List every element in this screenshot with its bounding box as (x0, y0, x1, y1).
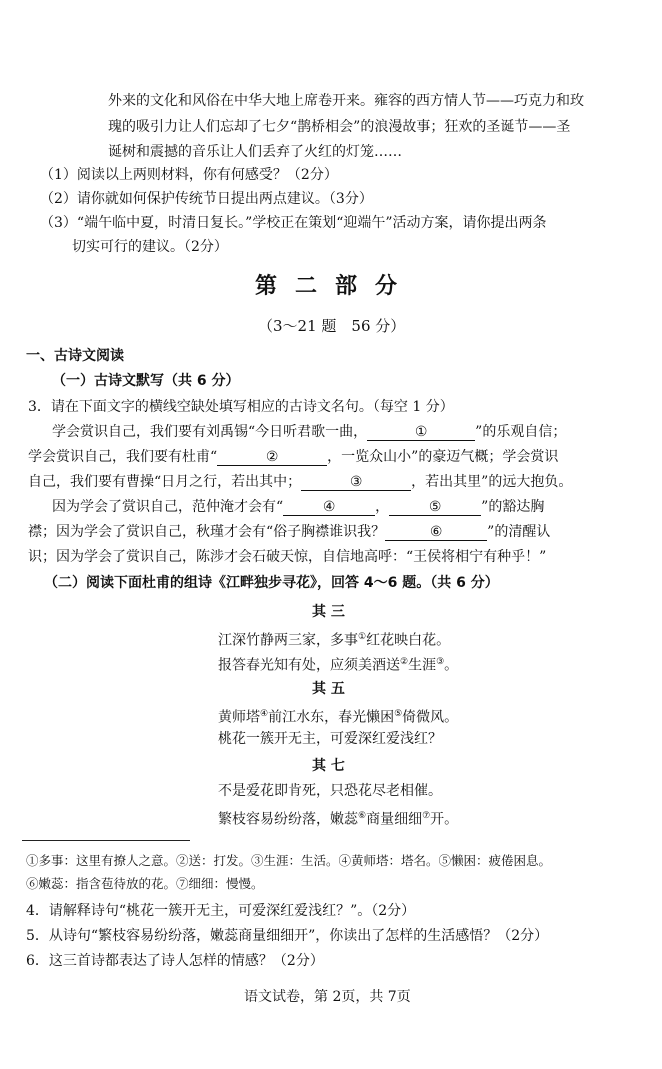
section-heading: 一、古诗文阅读 (26, 348, 124, 364)
footnote-marker: ④ (260, 709, 269, 719)
blank-3: ③ (301, 473, 411, 491)
material-line-1: 外来的文化和风俗在中华大地上席卷开来。雍容的西方情人节——巧克力和玫 (108, 93, 584, 109)
question-3-line-4 (52, 497, 544, 517)
material-line-2: 瑰的吸引力让人们忘却了七夕“鹊桥相会”的浪漫故事；狂欢的圣诞节——圣 (108, 119, 571, 135)
text-segment: 江深竹静两三家，多事 (218, 632, 358, 649)
part-range: （3～21 题 56 分） (258, 317, 406, 335)
text-segment: ，若出其里”的远大抱负。 (411, 474, 573, 490)
text-segment: ， (375, 499, 390, 515)
footnote-marker: ⑤ (394, 709, 403, 719)
question-6: 6．这三首诗都表达了诗人怎样的情感？（2分） (26, 953, 324, 969)
poem-2-line-2: 桃花一簇开无主，可爱深红爱浅红？ (218, 731, 442, 747)
text-segment: 黄师塔 (218, 709, 260, 726)
text-segment: ，一览众山小”的豪迈气概；学会赏识 (327, 449, 559, 465)
text-segment: ”的清醒认 (487, 524, 551, 540)
text-segment: ”的豁达胸 (481, 499, 545, 515)
part-title: 第二部分 (255, 273, 416, 299)
footnote-marker: ② (400, 657, 409, 667)
text-segment: 前江水东，春光懒困 (268, 709, 395, 726)
footnote-marker: ① (358, 632, 367, 642)
question-5: 5．从诗句“繁枝容易纷纷落，嫩蕊商量细细开”，你读出了怎样的生活感悟？（2分） (26, 928, 549, 944)
footnote-marker: ③ (436, 657, 445, 667)
footnote-marker: ⑦ (422, 811, 431, 821)
text-segment: 生涯 (408, 657, 437, 674)
poem-1-line-1 (218, 627, 450, 651)
subsection-2-heading: （二）阅读下面杜甫的组诗《江畔独步寻花》，回答 4～6 题。（共 6 分） (44, 575, 499, 591)
footnotes-line-2: ⑥嫩蕊：指含苞待放的花。⑦细细：慢慢。 (26, 876, 264, 891)
question-3-stem: 3．请在下面文字的横线空缺处填写相应的古诗文名句。（每空 1 分） (28, 399, 454, 415)
poem-2-title: 其 五 (312, 681, 345, 697)
text-segment: 倚微风。 (402, 709, 459, 726)
text-segment: 。 (444, 657, 459, 674)
question-2-item-2: （2）请你就如何保护传统节日提出两点建议。（3分） (40, 191, 373, 207)
question-3-line-3 (28, 472, 572, 492)
text-segment: 红花映白花。 (366, 632, 451, 649)
blank-6: ⑥ (385, 523, 487, 541)
question-2-item-3-line-2: 切实可行的建议。（2分） (72, 239, 228, 255)
text-segment: 学会赏识自己，我们要有杜甫“ (28, 449, 218, 465)
question-3-line-5 (28, 522, 550, 542)
text-segment: 因为学会了赏识自己，范仲淹才会有“ (52, 499, 284, 515)
question-3-line-1 (52, 422, 566, 442)
text-segment: 报答春光知有处，应须美酒送 (218, 657, 400, 674)
blank-1: ① (367, 423, 475, 441)
text-segment: 商量细细 (366, 811, 423, 828)
question-3-line-2 (28, 447, 558, 467)
text-segment: 开。 (430, 811, 459, 828)
material-line-3: 诞树和震撼的音乐让人们丢弃了火红的灯笼…… (108, 144, 402, 160)
blank-5: ⑤ (389, 498, 481, 516)
text-segment: 自己，我们要有曹操“日月之行，若出其中； (28, 474, 302, 490)
text-segment: 学会赏识自己，我们要有刘禹锡“今日听君歌一曲， (52, 424, 368, 440)
text-segment: 襟；因为学会了赏识自己，秋瑾才会有“俗子胸襟谁识我？ (28, 524, 386, 540)
footnote-marker: ⑥ (358, 811, 367, 821)
poem-3-line-1: 不是爱花即肯死，只恐花尽老相催。 (218, 783, 442, 799)
question-3-line-6: 识；因为学会了赏识自己，陈涉才会石破天惊，自信地高呼：“王侯将相宁有种乎！” (28, 549, 547, 565)
page-footer: 语文试卷，第 2页，共 7页 (244, 989, 411, 1005)
text-segment: ”的乐观自信； (475, 424, 567, 440)
footnotes-line-1: ①多事：这里有撩人之意。②送：打发。③生涯：生活。④黄师塔：塔名。⑤懒困：疲倦困息。 (26, 853, 552, 868)
question-4: 4．请解释诗句“桃花一簇开无主，可爱深红爱浅红？”。（2分） (26, 903, 416, 919)
blank-4: ④ (283, 498, 375, 516)
poem-1-title: 其 三 (312, 604, 345, 620)
poem-1-line-2 (218, 652, 458, 676)
blank-2: ② (217, 448, 327, 466)
poem-2-line-1 (218, 704, 458, 728)
poem-3-title: 其 七 (312, 758, 345, 774)
question-2-item-3-line-1: （3）“端午临中夏，时清日复长。”学校正在策划“迎端午”活动方案，请你提出两条 (40, 215, 547, 231)
subsection-1-heading: （一）古诗文默写（共 6 分） (52, 373, 240, 389)
footnote-divider (22, 840, 190, 841)
text-segment: 繁枝容易纷纷落，嫩蕊 (218, 811, 358, 828)
poem-3-line-2 (218, 806, 458, 830)
question-2-item-1: （1）阅读以上两则材料，你有何感受？（2分） (40, 167, 338, 183)
